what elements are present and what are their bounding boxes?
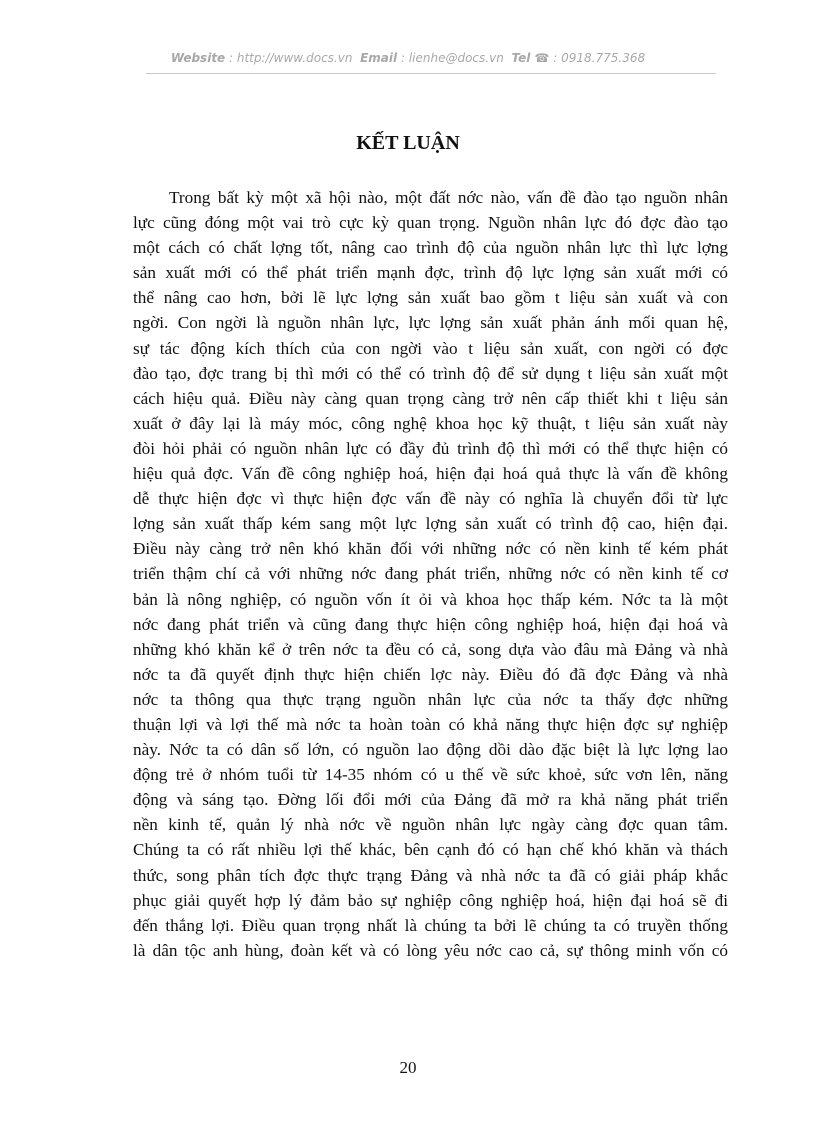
email-label: Email xyxy=(360,51,398,65)
paragraph-line: một cách có chất lợng tốt, nâng cao trình độ của nguồn nhân lực thì lực lợng xyxy=(133,238,728,258)
paragraph-line: sự tác động kích thích của con ngời vào t liệu sản xuất, con ngời có đợc xyxy=(133,338,728,358)
paragraph-line: Chúng ta có rất nhiều lợi thế khác, bên cạnh đó có hạn chế khó khăn và thách xyxy=(133,840,728,860)
paragraph-line: là dân tộc anh hùng, đoàn kết và có lòng yêu nớc cao cả, sự thông minh vốn có xyxy=(133,940,728,960)
paragraph-line: sản xuất mới có thể phát triển mạnh đợc, trình độ lực lợng sản xuất mới có xyxy=(133,263,728,283)
paragraph-line: cách hiệu quả. Điều này càng quan trọng càng trở nên cấp thiết khi t liệu sản xyxy=(133,388,728,408)
paragraph-line: thuận lợi và lợi thế mà nớc ta hoàn toàn có khả năng thực hiện đợc sự nghiệp xyxy=(133,714,728,734)
paragraph-line: ngời. Con ngời là nguồn nhân lực, lực lợng sản xuất phản ánh mối quan hệ, xyxy=(133,313,728,333)
paragraph-line: phục giải quyết hợp lý đảm bảo sự nghiệp công nghiệp hoá, hiện đại hoá sẽ đi xyxy=(133,890,728,910)
website-value[interactable]: : http://www.docs.vn xyxy=(229,51,353,65)
body-paragraph xyxy=(133,185,728,963)
paragraph-line: Trong bất kỳ một xã hội nào, một đất nớc nào, vấn đề đào tạo nguồn nhân xyxy=(169,188,728,207)
paragraph-line: thức, song phân tích đợc thực trạng Đảng và nhà nớc ta đã có giải pháp khắc xyxy=(133,865,728,885)
paragraph-line: những khó khăn kể ở trên nớc ta đều có cả, song dựa vào đâu mà Đảng và nhà xyxy=(133,639,728,659)
paragraph-line: thể nâng cao hơn, bởi lẽ lực lợng sản xuất bao gồm t liệu sản xuất và con xyxy=(133,288,728,308)
page-number: 20 xyxy=(399,1058,417,1077)
email-value[interactable]: : lienhe@docs.vn xyxy=(400,51,504,65)
page-header xyxy=(0,51,816,65)
paragraph-line: nớc đang phát triển và cũng đang thực hiện công nghiệp hoá, hiện đại hoá và xyxy=(133,614,728,634)
paragraph-line: nớc ta thông qua thực trạng nguồn nhân lực của nớc ta thấy đợc những xyxy=(133,689,728,709)
paragraph-line: nền kinh tế, quản lý nhà nớc về nguồn nhân lực ngày càng đợc quan tâm. xyxy=(133,815,728,835)
paragraph-line: đòi hỏi phải có nguồn nhân lực có đầy đủ trình độ thì mới có thể thực hiện có xyxy=(133,438,728,458)
header-divider xyxy=(146,73,716,74)
tel-value: : 0918.775.368 xyxy=(553,51,646,65)
paragraph-line: nớc ta đã quyết định thực hiện chiến lợc này. Điều đó đã đợc Đảng và nhà xyxy=(133,664,728,684)
website-label: Website xyxy=(170,51,226,65)
paragraph-line: triển thậm chí cả với những nớc đang phát triển, những nớc có nền kinh tế cơ xyxy=(133,564,728,584)
paragraph-line: lực cũng đóng một vai trò cực kỳ quan trọng. Nguồn nhân lực đó đợc đào tạo xyxy=(133,213,728,233)
paragraph-line: lợng sản xuất thấp kém sang một lực lợng sản xuất có trình độ cao, hiện đại. xyxy=(133,514,728,534)
paragraph-line: xuất ở đây lại là máy móc, công nghệ khoa học kỹ thuật, t liệu sản xuất này xyxy=(133,413,728,433)
paragraph-line: dễ thực hiện đợc vì thực hiện đợc vấn đề này có nghĩa là chuyển đổi từ lực xyxy=(133,489,728,509)
paragraph-line: hiệu quả đợc. Vấn đề công nghiệp hoá, hiện đại hoá quả thực là vấn đề không xyxy=(133,464,728,484)
paragraph-line: bản là nông nghiệp, có nguồn vốn ít ỏi và khoa học thấp kém. Nớc ta là một xyxy=(133,589,728,609)
paragraph-line: động trẻ ở nhóm tuổi từ 14-35 nhóm có u thế về sức khoẻ, sức vơn lên, năng xyxy=(133,765,728,785)
paragraph-line: động và sáng tạo. Đờng lối đổi mới của Đảng đã mở ra khả năng phát triển xyxy=(133,790,728,810)
paragraph-line: này. Nớc ta có dân số lớn, có nguồn lao động dồi dào đặc biệt là lực lợng lao xyxy=(133,740,728,760)
paragraph-line: đến thắng lợi. Điều quan trọng nhất là chúng ta bởi lẽ chúng ta có truyền thống xyxy=(133,915,728,935)
tel-label: Tel ☎ xyxy=(511,51,550,65)
paragraph-line: Điều này càng trở nên khó khăn đối với những nớc có nền kinh tế kém phát xyxy=(133,539,728,559)
paragraph-line: đào tạo, đợc trang bị thì mới có thể có trình độ để sử dụng t liệu sản xuất một xyxy=(133,363,728,383)
page-title: KẾT LUẬN xyxy=(356,132,460,154)
